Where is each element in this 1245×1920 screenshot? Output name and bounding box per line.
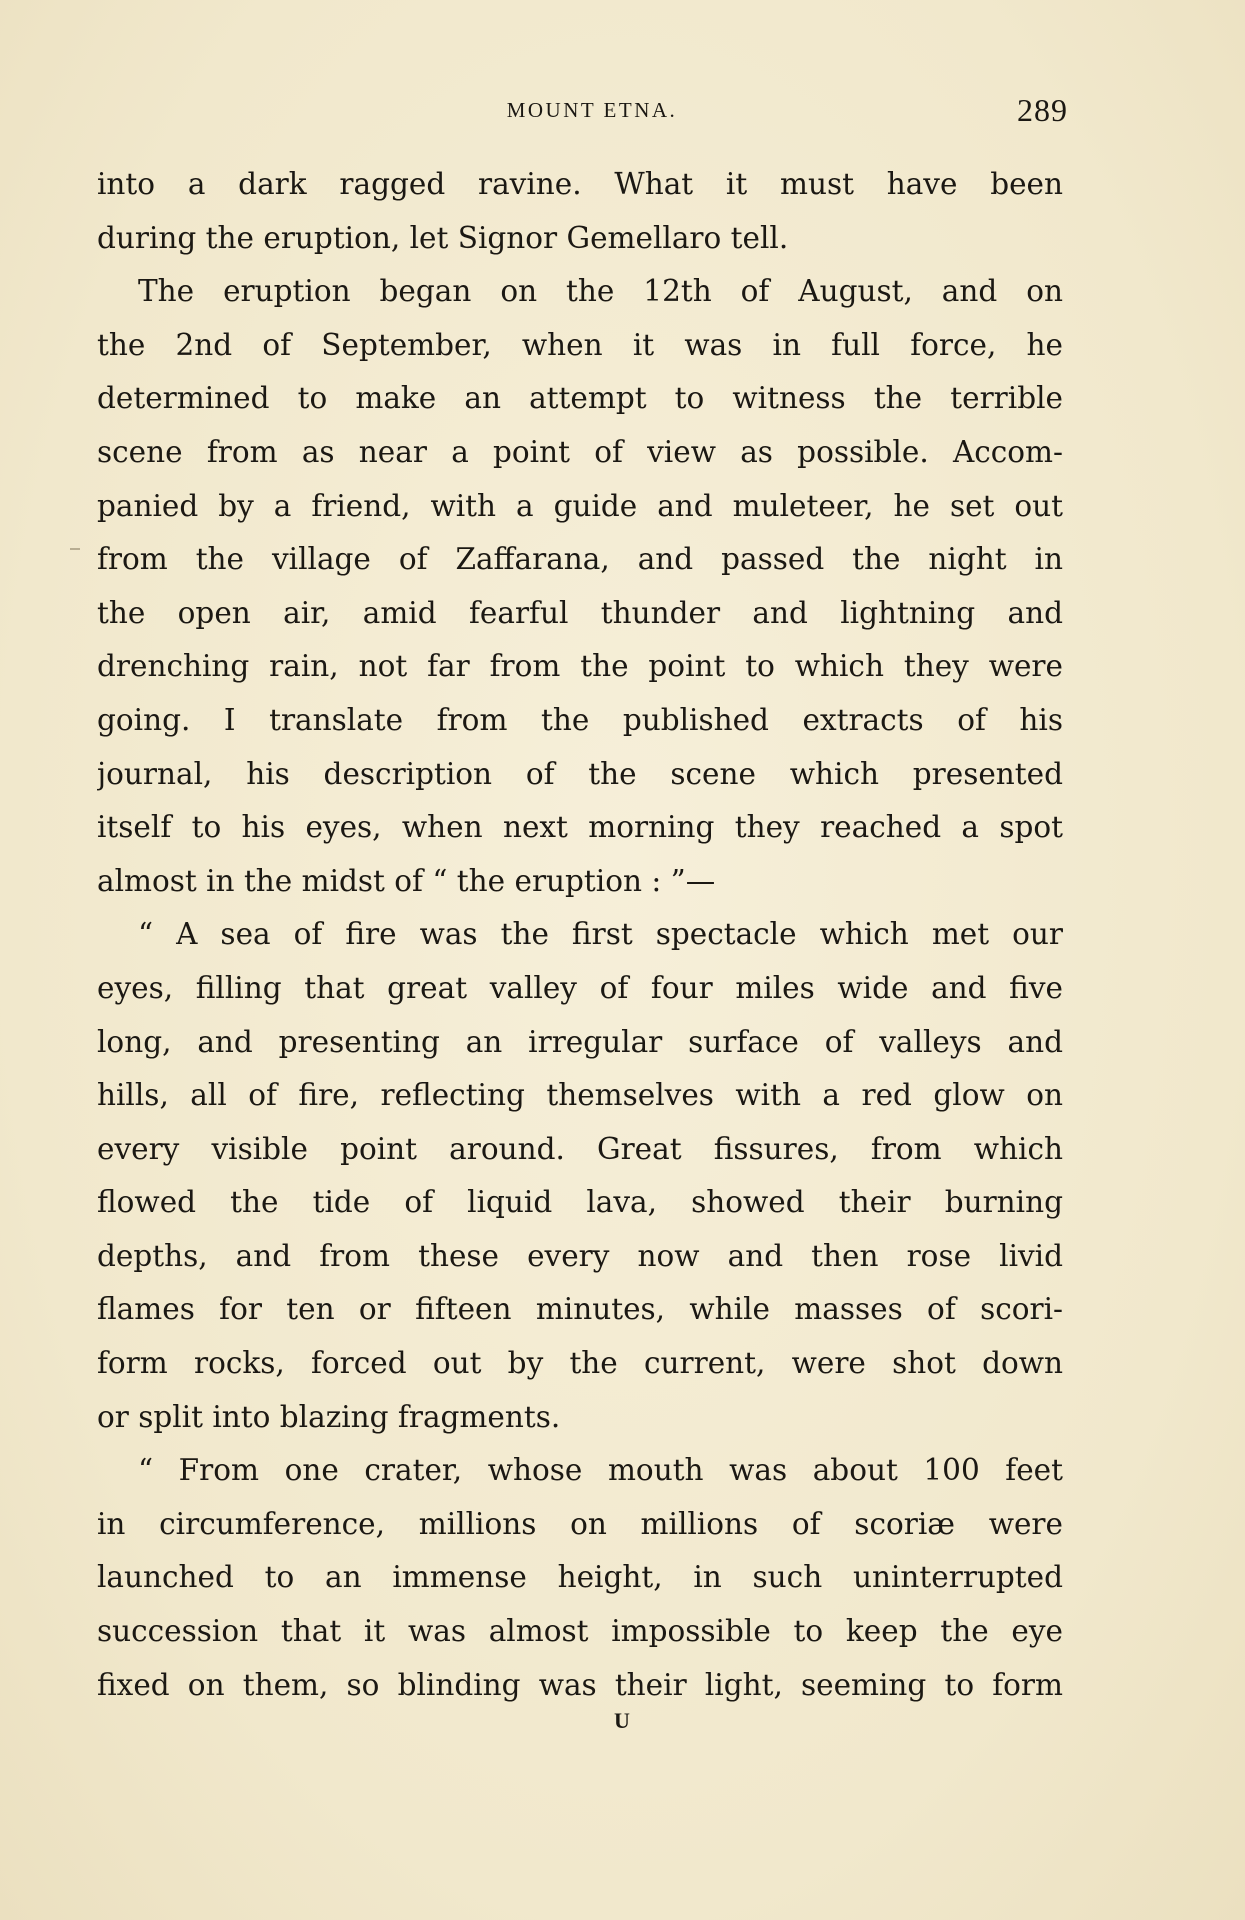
text-line: “ A sea of fire was the first spectacle which met our <box>138 917 1063 952</box>
text-line: flames for ten or fifteen minutes, while masses of scori- <box>97 1292 1063 1327</box>
page-number: 289 <box>1017 92 1068 128</box>
text-line: from the village of Zaffarana, and passed the night in <box>97 542 1063 577</box>
text-line: succession that it was almost impossible to keep the eye <box>97 1614 1063 1649</box>
text-line: fixed on them, so blinding was their light, seeming to form <box>97 1667 1063 1702</box>
text-line: almost in the midst of “ the eruption : ”— <box>97 863 716 898</box>
text-line: going. I translate from the published extracts of his <box>97 702 1063 737</box>
text-line: eyes, filling that great valley of four miles wide and five <box>97 970 1063 1005</box>
text-line: during the eruption, let Signor Gemellaro tell. <box>97 220 789 255</box>
running-head <box>96 92 1068 132</box>
text-line: determined to make an attempt to witness the terrible <box>97 381 1063 416</box>
text-line: the 2nd of September, when it was in full force, he <box>97 327 1063 362</box>
text-line: hills, all of fire, reflecting themselves with a red glow on <box>97 1078 1063 1113</box>
text-line: in circumference, millions on millions of scoriæ were <box>97 1506 1063 1541</box>
text-line: depths, and from these every now and then rose livid <box>97 1238 1063 1273</box>
signature-mark: U <box>614 1708 631 1733</box>
text-line: or split into blazing fragments. <box>97 1399 561 1434</box>
text-line: journal, his description of the scene which presented <box>97 756 1063 791</box>
text-line: long, and presenting an irregular surface of valleys and <box>97 1024 1063 1059</box>
text-line: itself to his eyes, when next morning they reached a spot <box>97 810 1063 845</box>
text-line: scene from as near a point of view as possible. Accom- <box>97 434 1063 469</box>
text-line: every visible point around. Great fissures, from which <box>97 1131 1063 1166</box>
running-title: MOUNT ETNA. <box>506 98 678 122</box>
text-line: form rocks, forced out by the current, were shot down <box>97 1346 1063 1381</box>
text-line: the open air, amid fearful thunder and lightning and <box>97 595 1063 630</box>
text-line: panied by a friend, with a guide and muleteer, he set out <box>97 488 1063 523</box>
text-line: The eruption began on the 12th of August, and on <box>138 274 1063 309</box>
body-text <box>97 158 1063 1712</box>
margin-mark <box>70 548 80 550</box>
text-line: into a dark ragged ravine. What it must have been <box>97 167 1063 201</box>
text-line: drenching rain, not far from the point to which they were <box>97 649 1063 684</box>
text-line: “ From one crater, whose mouth was about 100 feet <box>138 1453 1063 1488</box>
text-line: flowed the tide of liquid lava, showed their burning <box>97 1185 1063 1220</box>
text-line: launched to an immense height, in such uninterrupted <box>97 1560 1063 1595</box>
